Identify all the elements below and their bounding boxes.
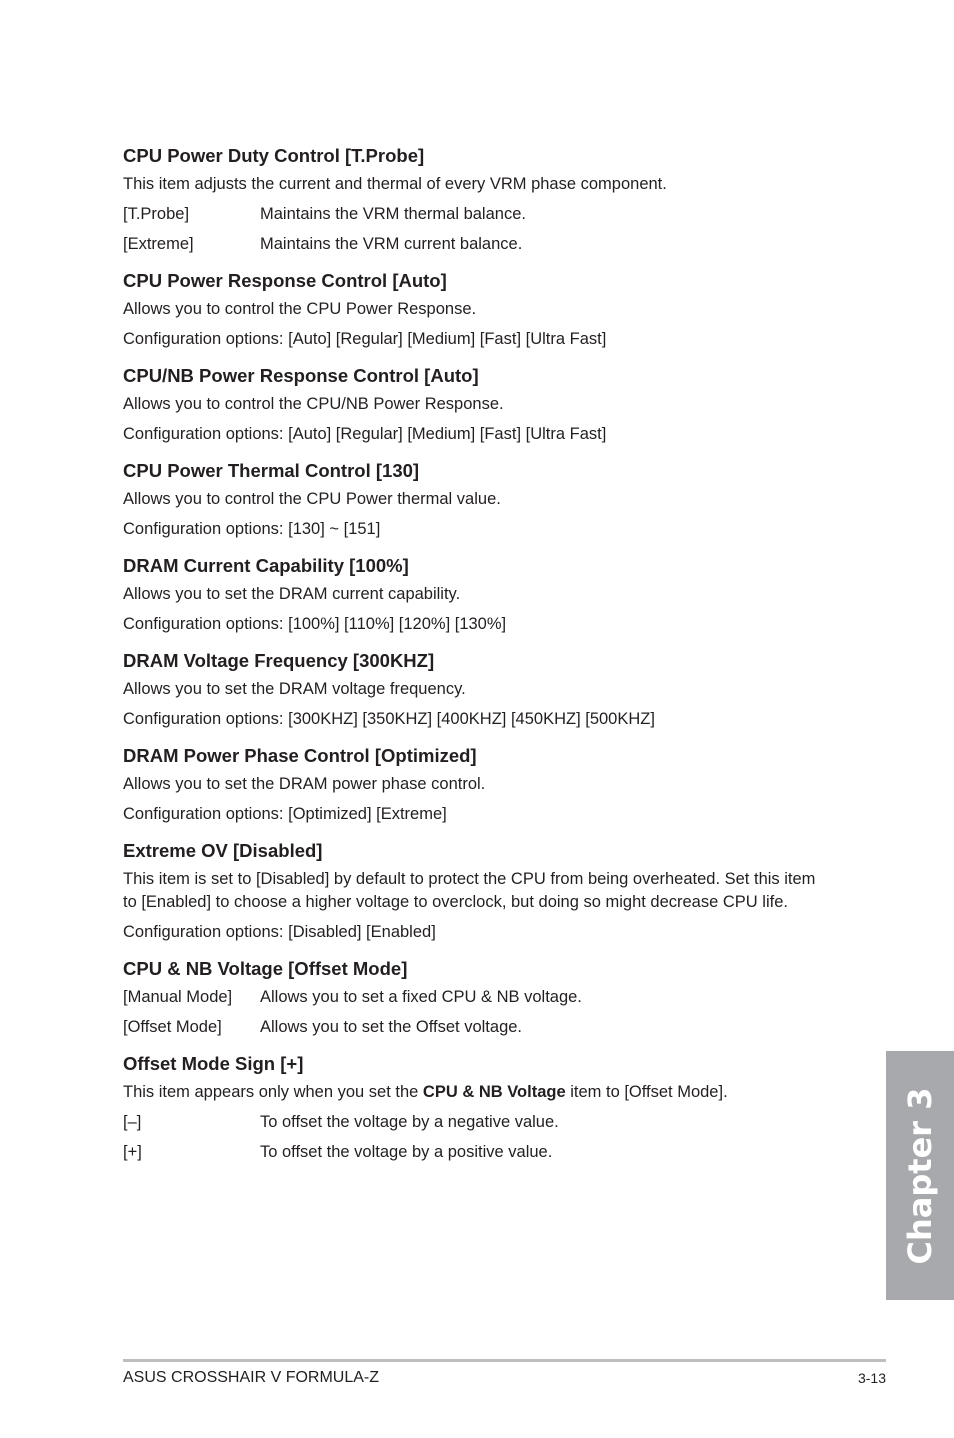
section-description: Allows you to set the DRAM current capability. (123, 585, 461, 603)
section-heading: Extreme OV [Disabled] (123, 840, 323, 861)
option-key: [T.Probe] (123, 205, 190, 223)
option-value: Maintains the VRM current balance. (260, 235, 523, 253)
manual-content (123, 143, 833, 1171)
section-heading: CPU & NB Voltage [Offset Mode] (123, 958, 408, 979)
section-description: Allows you to set the DRAM voltage frequency. (123, 680, 466, 698)
section-config-options: Configuration options: [130] ~ [151] (123, 520, 381, 538)
footer-page-number: 3-13 (857, 1370, 886, 1386)
option-row (123, 1016, 833, 1039)
option-row (123, 233, 833, 256)
option-row (123, 986, 833, 1009)
section-config-options: Configuration options: [Disabled] [Enabled] (123, 923, 436, 941)
chapter-side-tab (886, 1051, 954, 1300)
section-heading: Offset Mode Sign [+] (123, 1053, 304, 1074)
description-text: This item appears only when you set the (123, 1083, 423, 1101)
section-heading: DRAM Current Capability [100%] (123, 555, 409, 576)
option-key: [Offset Mode] (123, 1018, 222, 1036)
section-cpu-power-response-control (123, 268, 833, 351)
option-row (123, 1111, 833, 1134)
option-value: To offset the voltage by a negative value. (260, 1113, 559, 1131)
section-cpu-power-duty-control (123, 143, 833, 256)
section-config-options: Configuration options: [100%] [110%] [120%] [130%] (123, 615, 507, 633)
option-key: [Extreme] (123, 235, 194, 253)
section-config-options: Configuration options: [Optimized] [Extreme] (123, 805, 447, 823)
footer-divider (123, 1359, 886, 1362)
section-description: This item is set to [Disabled] by default to protect the CPU from being overheated. Set this item to [Enabled] to choose a higher voltage to overclock, but doing so might decrease CPU life. (123, 870, 816, 911)
footer-product-name: ASUS CROSSHAIR V FORMULA-Z (123, 1369, 380, 1386)
section-description: Allows you to control the CPU Power thermal value. (123, 490, 501, 508)
description-emphasis: CPU & NB Voltage (422, 1083, 566, 1101)
section-dram-voltage-frequency (123, 648, 833, 731)
option-value: Allows you to set the Offset voltage. (260, 1018, 523, 1036)
option-value: To offset the voltage by a positive value. (260, 1143, 553, 1161)
section-config-options: Configuration options: [Auto] [Regular] [Medium] [Fast] [Ultra Fast] (123, 330, 607, 348)
option-row (123, 1141, 833, 1164)
section-heading: CPU/NB Power Response Control [Auto] (123, 365, 479, 386)
option-key: [Manual Mode] (123, 988, 233, 1006)
option-value: Maintains the VRM thermal balance. (260, 205, 526, 223)
section-dram-power-phase-control (123, 743, 833, 826)
chapter-label: Chapter 3 (901, 1087, 939, 1264)
description-text: item to [Offset Mode]. (565, 1083, 728, 1101)
option-key: [–] (123, 1113, 142, 1131)
section-cpu-nb-power-response-control (123, 363, 833, 446)
section-heading: DRAM Voltage Frequency [300KHZ] (123, 650, 435, 671)
option-row (123, 203, 833, 226)
section-description: Allows you to control the CPU Power Response. (123, 300, 477, 318)
option-key: [+] (123, 1143, 142, 1161)
section-offset-mode-sign (123, 1051, 833, 1164)
section-heading: DRAM Power Phase Control [Optimized] (123, 745, 477, 766)
section-config-options: Configuration options: [Auto] [Regular] [Medium] [Fast] [Ultra Fast] (123, 425, 607, 443)
section-description: Allows you to set the DRAM power phase control. (123, 775, 486, 793)
section-heading: CPU Power Response Control [Auto] (123, 270, 447, 291)
section-heading: CPU Power Duty Control [T.Probe] (123, 145, 425, 166)
section-extreme-ov (123, 838, 833, 944)
section-heading: CPU Power Thermal Control [130] (123, 460, 420, 481)
section-description: This item adjusts the current and thermal of every VRM phase component. (123, 175, 667, 193)
option-value: Allows you to set a fixed CPU & NB voltage. (260, 988, 582, 1006)
section-dram-current-capability (123, 553, 833, 636)
section-cpu-nb-voltage (123, 956, 833, 1039)
section-description (123, 1081, 833, 1104)
section-description: Allows you to control the CPU/NB Power Response. (123, 395, 504, 413)
section-config-options: Configuration options: [300KHZ] [350KHZ] [400KHZ] [450KHZ] [500KHZ] (123, 710, 655, 728)
section-cpu-power-thermal-control (123, 458, 833, 541)
